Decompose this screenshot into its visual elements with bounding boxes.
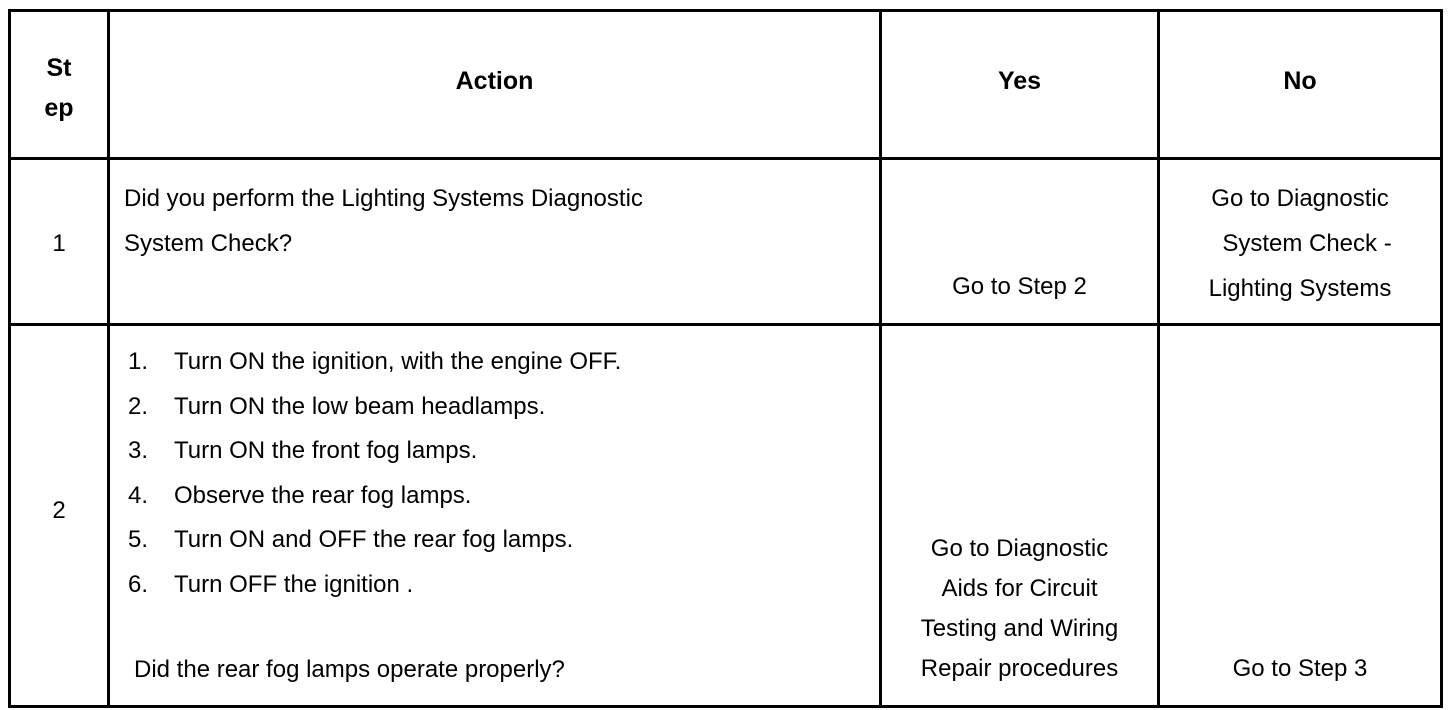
yes-result-line: Go to Diagnostic bbox=[930, 535, 1109, 562]
procedure-step-number: 5. bbox=[128, 526, 149, 553]
procedure-step-text: Turn ON the front fog lamps. bbox=[174, 437, 478, 464]
no-cell bbox=[1159, 159, 1442, 325]
yes-result-line: Repair procedures bbox=[920, 655, 1119, 682]
header-step-line1: St bbox=[46, 53, 72, 82]
header-yes: Yes bbox=[881, 11, 1159, 159]
procedure-step bbox=[128, 518, 867, 563]
step-number: 2 bbox=[10, 325, 109, 707]
action-cell bbox=[109, 325, 881, 707]
procedure-step bbox=[128, 385, 867, 430]
procedure-step-text: Turn OFF the ignition . bbox=[174, 570, 414, 598]
action-cell bbox=[109, 159, 881, 325]
header-step-line2: ep bbox=[44, 93, 74, 122]
action-question: Did the rear fog lamps operate properly? bbox=[134, 656, 565, 683]
header-step bbox=[10, 11, 109, 159]
yes-result: Go to Step 2 bbox=[952, 273, 1087, 300]
procedure-step-number: 6. bbox=[128, 570, 149, 598]
procedure-step bbox=[128, 474, 867, 519]
no-result-line: Lighting Systems bbox=[1208, 275, 1392, 302]
header-action: Action bbox=[109, 11, 881, 159]
yes-result-line: Testing and Wiring bbox=[920, 615, 1119, 642]
procedure-step-text: Turn ON and OFF the rear fog lamps. bbox=[174, 526, 574, 553]
procedure-step bbox=[128, 340, 867, 385]
table-row-step-1 bbox=[10, 159, 1442, 325]
header-no: No bbox=[1159, 11, 1442, 159]
procedure-step-number: 2. bbox=[128, 392, 149, 420]
header-row bbox=[10, 11, 1442, 159]
action-text-line: System Check? bbox=[124, 230, 293, 257]
no-cell bbox=[1159, 325, 1442, 707]
diagnostic-table bbox=[8, 9, 1443, 708]
procedure-list bbox=[128, 340, 867, 607]
yes-cell bbox=[881, 159, 1159, 325]
table-row-step-2 bbox=[10, 325, 1442, 707]
no-result-line: Go to Diagnostic bbox=[1211, 185, 1389, 212]
procedure-step bbox=[128, 429, 867, 474]
step-number: 1 bbox=[10, 159, 109, 325]
procedure-step-text: Observe the rear fog lamps. bbox=[174, 481, 472, 509]
no-result-line: System Check - bbox=[1222, 230, 1392, 257]
procedure-step-number: 4. bbox=[128, 481, 149, 509]
procedure-step-number: 1. bbox=[128, 348, 149, 375]
procedure-step-number: 3. bbox=[128, 437, 149, 464]
no-result: Go to Step 3 bbox=[1232, 655, 1368, 682]
yes-cell bbox=[881, 325, 1159, 707]
yes-result-line: Aids for Circuit bbox=[941, 575, 1098, 602]
action-text-line: Did you perform the Lighting Systems Diagnostic bbox=[124, 185, 643, 212]
procedure-step bbox=[128, 563, 867, 608]
procedure-step-text: Turn ON the ignition, with the engine OFF. bbox=[174, 348, 622, 375]
procedure-step-text: Turn ON the low beam headlamps. bbox=[174, 392, 546, 420]
